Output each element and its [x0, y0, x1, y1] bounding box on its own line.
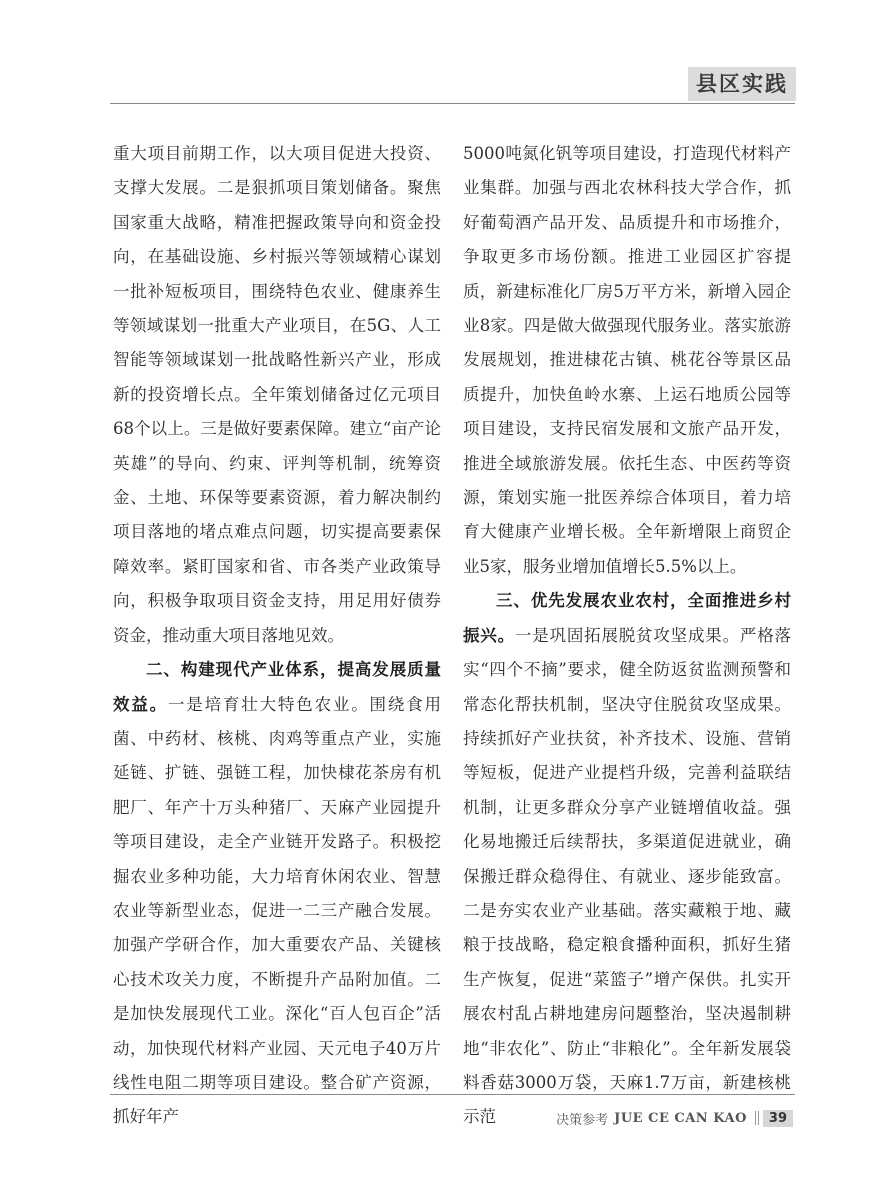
- journal-name-en: JUE CE CAN KAO: [614, 1110, 747, 1126]
- section-heading-3: 三、优先发展农业农村，全面推进乡村振兴。: [463, 591, 791, 645]
- journal-name-cn: 决策参考: [556, 1112, 609, 1128]
- right-paragraph-1: 5000吨氮化钒等项目建设，打造现代材料产业集群。加强与西北农林科技大学合作，抓好葡萄酒产品开发、品质提升和市场推介，争取更多市场份额。推进工业园区扩容提质，新建标准化厂房5万平方米，新增入园企业8家。四是做大做强现代服务业。落实旅游发展规划，推进棣花古镇、桃花谷等景区品质提升，加快鱼岭水寨、上运石地质公园等项目建设，支持民宿发展和文旅产品开发，推进全域旅游发展。依托生态、中医药等资源，策划实施一批医养综合体项目，着力培育大健康产业增长极。全年新增限上商贸企业5家，服务业增加值增长5.5%以上。: [463, 144, 791, 576]
- section-tag: 县区实践: [688, 67, 796, 101]
- right-paragraph-2-body: 一是巩固拓展脱贫攻坚成果。严格落实“四个不摘”要求，健全防返贫监测预警和常态化帮扶机制，坚决守住脱贫攻坚成果。持续抓好产业扶贫，补齐技术、设施、营销等短板，促进产业提档升级，完善利益联结机制，让更多群众分享产业链增值收益。强化易地搬迁后续帮扶，多渠道促进就业，确保搬迁群众稳得住、有就业、逐步能致富。二是夯实农业产业基础。落实藏粮于地、藏粮于技战略，稳定粮食播种面积，抓好生猪生产恢复，促进“菜篮子”增产保供。扎实开展农村乱占耕地建房问题整治，坚决遏制耕地“非农化”、防止“非粮化”。全年新发展袋料香菇3000万袋，天麻1.7万亩，新建核桃示范: [463, 625, 792, 1127]
- section-heading-2: 二、构建现代产业体系，提高发展质量效益。: [113, 660, 441, 714]
- left-paragraph-2-body: 一是培育壮大特色农业。围绕食用菌、中药材、核桃、肉鸡等重点产业，实施延链、扩链、强链工程，加快棣花茶房有机肥厂、年产十万头种猪厂、天麻产业园提升等项目建设，走全产业链开发路子。积极挖掘农业多种功能，大力培育休闲农业、智慧农业等新型业态，促进一二三产融合发展。加强产学研合作，加大重要农产品、关键核心技术攻关力度，不断提升产品附加值。二是加快发展现代工业。深化“百人包百企”活动，加快现代材料产业园、天元电子40万片线性电阻二期等项目建设。整合矿产资源，抓好年产: [113, 694, 442, 1127]
- left-paragraph-2: [113, 653, 441, 1135]
- header-rule: [110, 103, 795, 104]
- footer-separator-icon: [755, 1111, 759, 1125]
- page-footer: [556, 1108, 793, 1128]
- page-number: 39: [763, 1110, 793, 1127]
- left-column: [113, 137, 441, 1135]
- right-paragraph-2: [463, 584, 791, 1135]
- right-column: [463, 137, 791, 1135]
- footer-rule: [110, 1094, 795, 1095]
- left-paragraph-1: 重大项目前期工作，以大项目促进大投资、支撑大发展。二是狠抓项目策划储备。聚焦国家重大战略，精准把握政策导向和资金投向，在基础设施、乡村振兴等领域精心谋划一批补短板项目，围绕特色农业、健康养生等领域谋划一批重大产业项目，在5G、人工智能等领域谋划一批战略性新兴产业，形成新的投资增长点。全年策划储备过亿元项目68个以上。三是做好要素保障。建立“亩产论英雄”的导向、约束、评判等机制，统筹资金、土地、环保等要素资源，着力解决制约项目落地的堵点难点问题，切实提高要素保障效率。紧盯国家和省、市各类产业政策导向，积极争取项目资金支持，用足用好债券资金，推动重大项目落地见效。: [113, 144, 441, 645]
